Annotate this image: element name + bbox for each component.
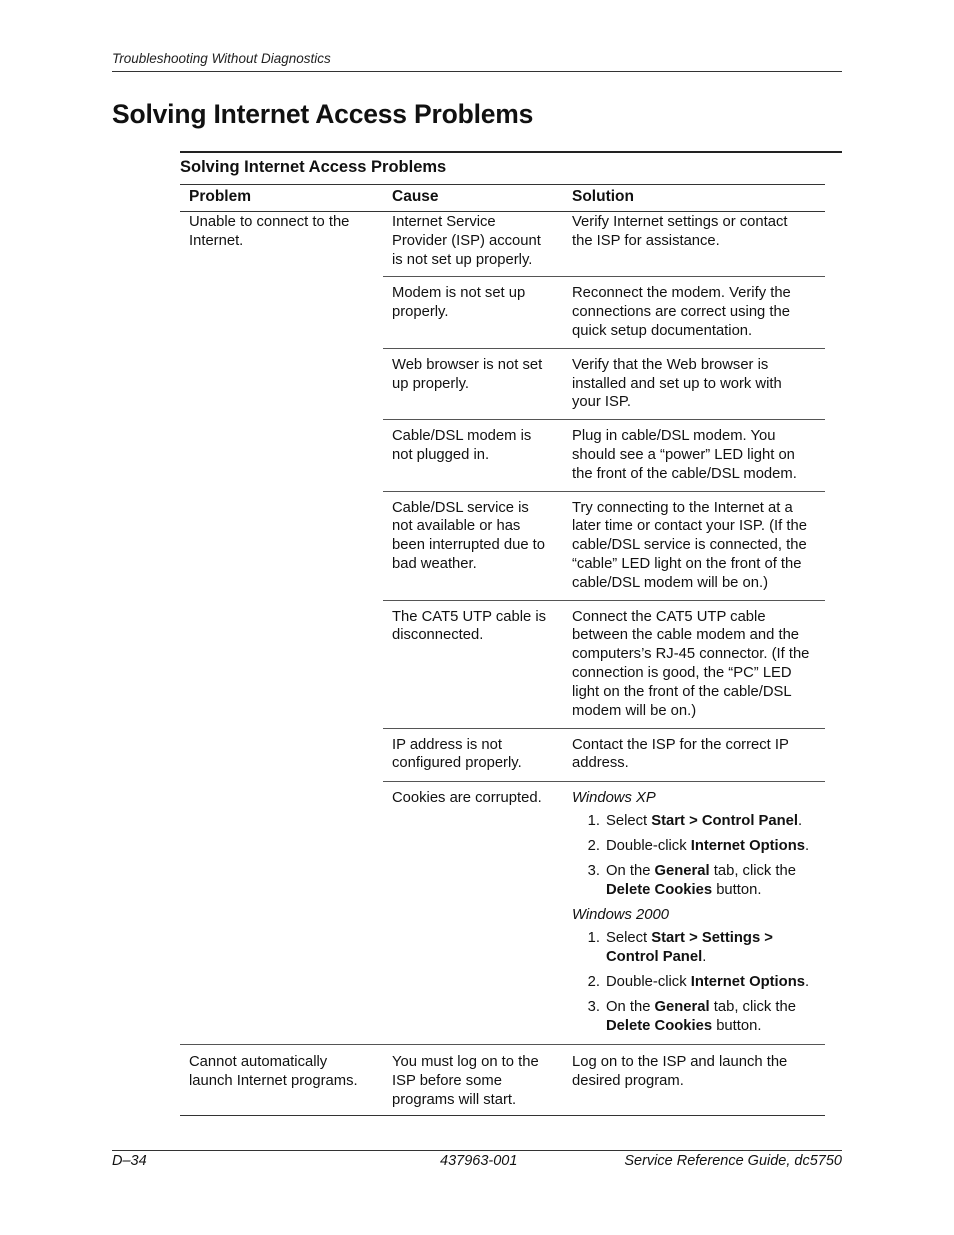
cause-cell: Web browser is not set up properly. (383, 348, 563, 419)
running-header: Troubleshooting Without Diagnostics (112, 51, 331, 66)
step-number: 3. (587, 998, 600, 1015)
page-title: Solving Internet Access Problems (112, 99, 534, 129)
step-item (572, 929, 811, 967)
step-text: Double-click Internet Options. (606, 973, 810, 990)
table-header-row (180, 185, 825, 212)
steps-windows-xp (572, 812, 811, 899)
solution-cell-cookies (563, 781, 825, 1045)
column-header-solution: Solution (563, 185, 825, 212)
step-number: 1. (587, 813, 600, 830)
solution-cell: Try connecting to the Internet at a later time or contact your ISP. (If the cable/DSL service is connected, the “cable” LED light on the front of the cable/DSL modem will be on.) (563, 491, 825, 600)
step-text: On the General tab, click the Delete Cookies button. (606, 998, 796, 1034)
column-header-problem: Problem (180, 185, 383, 212)
step-number: 2. (587, 838, 600, 855)
cause-cell: Cookies are corrupted. (383, 781, 563, 1045)
document-number: 437963-001 (440, 1153, 518, 1169)
troubleshooting-table (180, 151, 842, 1116)
solution-cell: Contact the ISP for the correct IP address. (563, 728, 825, 781)
solution-cell: Plug in cable/DSL modem. You should see a “power” LED light on the front of the cable/DSL modem. (563, 420, 825, 491)
step-item (572, 837, 811, 856)
cause-cell: Cable/DSL modem is not plugged in. (383, 420, 563, 491)
column-header-cause: Cause (383, 185, 563, 212)
solution-cell: Reconnect the modem. Verify the connections are correct using the quick setup documentation. (563, 277, 825, 348)
header-divider (112, 71, 842, 72)
guide-title: Service Reference Guide, dc5750 (624, 1153, 842, 1169)
cause-cell: Modem is not set up properly. (383, 277, 563, 348)
footer-divider (112, 1150, 842, 1151)
table-caption: Solving Internet Access Problems (180, 158, 447, 176)
cause-cell: Cable/DSL service is not available or has been interrupted due to bad weather. (383, 491, 563, 600)
step-item (572, 998, 811, 1036)
page-number: D–34 (112, 1153, 147, 1169)
cause-cell: Internet Service Provider (ISP) account is not set up properly. (383, 212, 563, 277)
cause-cell: You must log on to the ISP before some programs will start. (383, 1045, 563, 1115)
step-text: Double-click Internet Options. (606, 838, 810, 855)
cause-cell: The CAT5 UTP cable is disconnected. (383, 600, 563, 728)
table-row (180, 1045, 825, 1115)
os-label-windows-2000: Windows 2000 (572, 906, 669, 923)
solution-cell: Log on to the ISP and launch the desired program. (563, 1045, 825, 1115)
step-item (572, 862, 811, 900)
solution-cell: Verify that the Web browser is installed and set up to work with your ISP. (563, 348, 825, 419)
step-text: Select Start > Settings > Control Panel. (606, 930, 773, 966)
step-number: 3. (587, 862, 600, 879)
step-number: 1. (587, 930, 600, 947)
step-text: Select Start > Control Panel. (606, 813, 803, 830)
problem-cell: Cannot automatically launch Internet programs. (180, 1045, 383, 1115)
solution-cell: Connect the CAT5 UTP cable between the cable modem and the computers’s RJ-45 connector. (If the connection is good, the “PC” LED light on the front of the cable/DSL modem will be on.) (563, 600, 825, 728)
solution-cell: Verify Internet settings or contact the ISP for assistance. (563, 212, 825, 277)
step-text: On the General tab, click the Delete Cookies button. (606, 862, 796, 898)
cause-cell: IP address is not configured properly. (383, 728, 563, 781)
table-row (180, 212, 825, 277)
steps-windows-2000 (572, 929, 811, 1035)
step-item (572, 812, 811, 831)
problem-cell: Unable to connect to the Internet. (180, 212, 383, 1045)
step-number: 2. (587, 973, 600, 990)
os-label-windows-xp: Windows XP (572, 789, 656, 806)
step-item (572, 973, 811, 992)
